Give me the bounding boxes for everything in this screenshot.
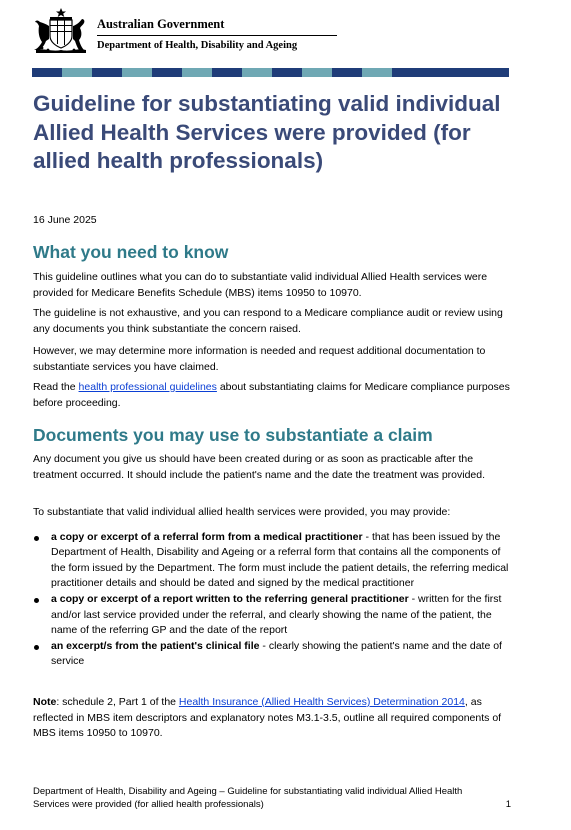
paragraph: However, we may determine more information is needed and request additional documentation to substantiate services you have claimed. <box>33 345 486 373</box>
item-text: - written for the first and/or last service provided under the referral, and clearly showing the name of the patient, the name of the referring GP and the date of the report <box>51 593 502 636</box>
bullet-icon <box>34 536 39 541</box>
item-label: an excerpt/s from the patient's clinical file <box>51 639 260 652</box>
paragraph: Any document you give us should have been created during or as soon as practicable after the treatment occurred. It should include the patient's name and the date the treatment was provided. <box>33 453 486 481</box>
item-label: a copy or excerpt of a report written to the referring general practitioner <box>51 593 409 606</box>
text: Read the <box>33 381 79 393</box>
item-label: a copy or excerpt of a referral form from a medical practitioner <box>51 531 363 543</box>
department-name: Department of Health, Disability and Ageing <box>97 40 298 51</box>
paragraph-with-link <box>33 380 513 411</box>
item-text: - clearly showing the patient's name and the date of service <box>51 639 502 668</box>
publication-date: 16 June 2025 <box>33 214 97 226</box>
section-heading-documents: Documents you may use to substantiate a claim <box>33 425 433 445</box>
health-professional-guidelines-link[interactable]: health professional guidelines <box>78 381 217 393</box>
item-text: - that has been issued by the Department of Health, Disability and Ageing or a referral form that contains all the components of the form issued by the Department. The form must include the patient details, the referring medical practitioner details and should be dated and signed by the medical practitioner <box>51 531 509 590</box>
page-title: Guideline for substantiating valid individual Allied Health Services were provided (for allied health professionals) <box>33 91 501 173</box>
paragraph: This guideline outlines what you can do to substantiate valid individual Allied Health services were provided for Medicare Benefits Schedule (MBS) items 10950 to 10970. <box>33 271 488 299</box>
document-list <box>33 530 513 670</box>
list-item <box>33 639 513 670</box>
footer-text: Department of Health, Disability and Ageing – Guideline for substantiating valid individual Allied Health Services were provided (for allied health professionals) <box>33 786 463 810</box>
gov-header <box>32 8 332 58</box>
list-item <box>33 592 513 638</box>
text: : schedule 2, Part 1 of the <box>56 696 179 708</box>
page-number: 1 <box>505 798 511 810</box>
bullet-icon <box>34 598 39 603</box>
paragraph: To substantiate that valid individual allied health services were provided, you may provide: <box>33 506 451 518</box>
allied-health-determination-link[interactable]: Health Insurance (Allied Health Services) Determination 2014 <box>178 696 465 708</box>
text: about substantiating claims for Medicare compliance purposes before proceeding. <box>33 381 510 409</box>
colour-bar <box>32 68 509 77</box>
text: , as reflected in MBS item descriptors and explanatory notes M3.1-3.5, outline all required components of MBS items 10950 to 10970. <box>33 696 502 740</box>
bullet-icon <box>34 645 39 650</box>
list-item <box>33 530 513 592</box>
paragraph: The guideline is not exhaustive, and you can respond to a Medicare compliance audit or review using any documents you think substantiate the concern raised. <box>33 307 503 335</box>
government-name: Australian Government <box>97 17 225 31</box>
section-heading-what-you-need-to-know: What you need to know <box>33 242 229 262</box>
note-paragraph <box>33 695 513 742</box>
page-footer <box>33 786 511 811</box>
note-label: Note <box>33 696 57 708</box>
header-divider <box>97 35 337 36</box>
coat-of-arms-icon <box>32 8 90 54</box>
